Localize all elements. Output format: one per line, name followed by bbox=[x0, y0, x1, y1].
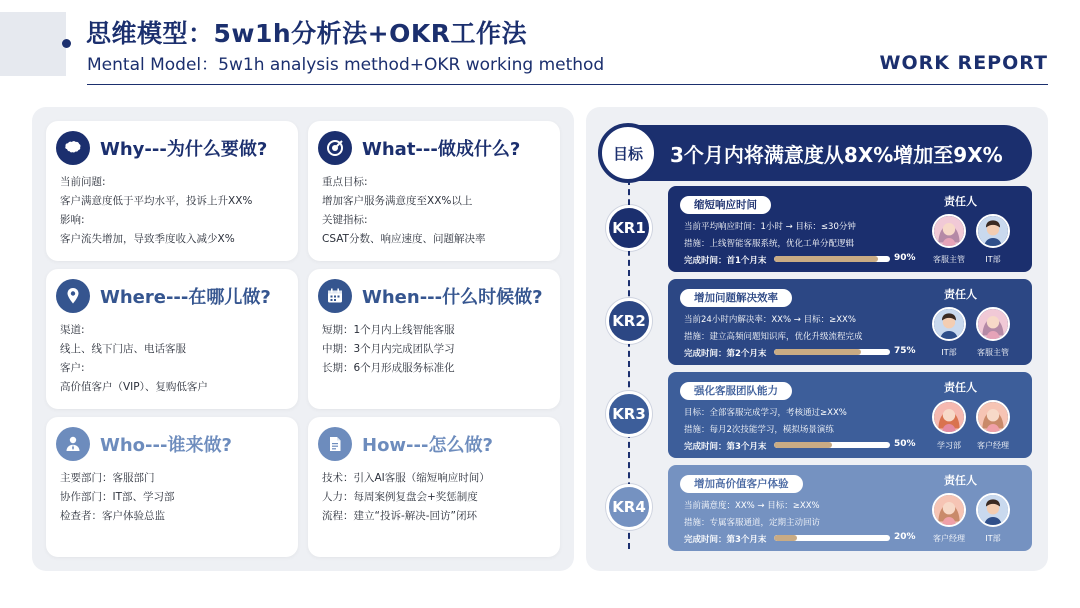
kr2-card bbox=[668, 279, 1032, 365]
kr4-progress-pct: 20% bbox=[894, 532, 916, 542]
card-how-line: 人力：每周案例复盘会+奖惩制度 bbox=[322, 491, 478, 503]
card-where-title: Where---在哪儿做? bbox=[100, 287, 271, 308]
header-bullet bbox=[62, 39, 71, 48]
kr4-measure: 措施：专属客服通道，定期主动回访 bbox=[684, 518, 821, 528]
kr2-owner-2: 客服主管 bbox=[977, 348, 1009, 357]
header-decor-block bbox=[0, 12, 66, 76]
kr4-progress-track bbox=[774, 535, 890, 541]
card-how bbox=[308, 417, 560, 557]
kr4-badge: KR4 bbox=[606, 484, 652, 530]
kr2-owner-label: 责任人 bbox=[944, 288, 977, 301]
card-why-line: 客户满意度低于平均水平，投诉上升XX% bbox=[60, 195, 253, 207]
goal-text: 3个月内将满意度从8X%增加至9X% bbox=[670, 142, 1003, 167]
kr2-badge: KR2 bbox=[606, 298, 652, 344]
kr1-owner-1: 客服主管 bbox=[933, 255, 965, 264]
avatar-female-icon bbox=[932, 214, 966, 248]
kr2-deadline: 完成时间：第2个月末 bbox=[684, 349, 767, 359]
header-divider bbox=[87, 84, 1048, 85]
card-where-line: 高价值客户（VIP）、复购低客户 bbox=[60, 381, 208, 393]
kr3-owner-1: 学习部 bbox=[937, 441, 961, 450]
card-where bbox=[46, 269, 298, 409]
card-where-line: 客户: bbox=[60, 362, 85, 374]
kr2-progress-track bbox=[774, 349, 890, 355]
kr1-progress-fill bbox=[774, 256, 878, 262]
card-what-line: CSAT分数、响应速度、问题解决率 bbox=[322, 233, 486, 245]
avatar-male-icon bbox=[976, 214, 1010, 248]
card-who bbox=[46, 417, 298, 557]
card-who-line: 协作部门：IT部、学习部 bbox=[60, 491, 175, 503]
card-why-line: 客户流失增加，导致季度收入减少X% bbox=[60, 233, 235, 245]
5w1h-panel bbox=[32, 107, 574, 571]
card-where-line: 线上、线下门店、电话客服 bbox=[60, 343, 186, 355]
people-icon bbox=[56, 427, 90, 461]
kr3-progress-fill bbox=[774, 442, 832, 448]
kr1-card bbox=[668, 186, 1032, 272]
kr4-owner-label: 责任人 bbox=[944, 474, 977, 487]
brain-icon bbox=[56, 131, 90, 165]
avatar-female-icon bbox=[932, 493, 966, 527]
kr2-measure: 措施：建立高频问题知识库，优化升级流程完成 bbox=[684, 332, 863, 342]
card-when-title: When---什么时候做? bbox=[362, 287, 543, 308]
kr2-title: 增加问题解决效率 bbox=[680, 289, 792, 307]
card-who-line: 检查者：客户体验总监 bbox=[60, 510, 165, 522]
kr3-card bbox=[668, 372, 1032, 458]
avatar-female-icon bbox=[932, 400, 966, 434]
kr3-progress-pct: 50% bbox=[894, 439, 916, 449]
kr1-title: 缩短响应时间 bbox=[680, 196, 771, 214]
card-who-line: 主要部门：客服部门 bbox=[60, 472, 155, 484]
card-when-line: 中期：3个月内完成团队学习 bbox=[322, 343, 455, 355]
kr4-title: 增加高价值客户体验 bbox=[680, 475, 803, 493]
kr4-owner-2: IT部 bbox=[985, 534, 1001, 543]
kr1-measure: 措施：上线智能客服系统，优化工单分配逻辑 bbox=[684, 239, 855, 249]
page-title: 思维模型：5w1h分析法+OKR工作法 bbox=[86, 19, 528, 48]
kr4-metric: 当前满意度：XX% → 目标：≥XX% bbox=[684, 501, 820, 511]
avatar-female-icon bbox=[976, 400, 1010, 434]
card-how-line: 技术：引入AI客服（缩短响应时间） bbox=[322, 472, 490, 484]
kr1-owner-2: IT部 bbox=[985, 255, 1001, 264]
card-where-line: 渠道: bbox=[60, 324, 85, 336]
card-why-line: 影响: bbox=[60, 214, 85, 226]
okr-panel bbox=[586, 107, 1048, 571]
avatar-male-icon bbox=[932, 307, 966, 341]
kr3-progress-track bbox=[774, 442, 890, 448]
card-when bbox=[308, 269, 560, 409]
kr3-title: 强化客服团队能力 bbox=[680, 382, 792, 400]
kr2-owner-1: IT部 bbox=[941, 348, 957, 357]
kr1-progress-pct: 90% bbox=[894, 253, 916, 263]
goal-banner bbox=[600, 125, 1032, 181]
kr1-deadline: 完成时间：首1个月末 bbox=[684, 256, 767, 266]
location-pin-icon bbox=[56, 279, 90, 313]
target-icon bbox=[318, 131, 352, 165]
kr4-card bbox=[668, 465, 1032, 551]
kr4-progress-fill bbox=[774, 535, 797, 541]
kr3-measure: 措施：每月2次技能学习，模拟场景演练 bbox=[684, 425, 834, 435]
card-what-line: 增加客户服务满意度至XX%以上 bbox=[322, 195, 473, 207]
avatar-male-icon bbox=[976, 493, 1010, 527]
kr2-progress-fill bbox=[774, 349, 861, 355]
kr3-badge: KR3 bbox=[606, 391, 652, 437]
page-subtitle: Mental Model：5w1h analysis method+OKR working method bbox=[87, 55, 605, 75]
kr3-owner-label: 责任人 bbox=[944, 381, 977, 394]
goal-badge: 目标 bbox=[598, 123, 658, 183]
kr1-owner-label: 责任人 bbox=[944, 195, 977, 208]
card-who-title: Who---谁来做? bbox=[100, 435, 232, 456]
card-when-line: 长期：6个月形成服务标准化 bbox=[322, 362, 455, 374]
document-icon bbox=[318, 427, 352, 461]
card-how-line: 流程：建立“投诉-解决-回访”闭环 bbox=[322, 510, 477, 522]
card-what-line: 重点目标: bbox=[322, 176, 368, 188]
work-report-label: WORK REPORT bbox=[879, 52, 1048, 74]
kr1-progress-track bbox=[774, 256, 890, 262]
card-when-line: 短期：1个月内上线智能客服 bbox=[322, 324, 455, 336]
kr3-owner-2: 客户经理 bbox=[977, 441, 1009, 450]
calendar-icon bbox=[318, 279, 352, 313]
kr2-metric: 当前24小时内解决率：XX% → 目标：≥XX% bbox=[684, 315, 856, 325]
card-what-title: What---做成什么? bbox=[362, 139, 521, 160]
avatar-female-icon bbox=[976, 307, 1010, 341]
kr3-metric: 目标：全部客服完成学习，考核通过≥XX% bbox=[684, 408, 847, 418]
card-why bbox=[46, 121, 298, 261]
kr4-owner-1: 客户经理 bbox=[933, 534, 965, 543]
card-how-title: How---怎么做? bbox=[362, 435, 493, 456]
kr1-metric: 当前平均响应时间：1小时 → 目标：≤30分钟 bbox=[684, 222, 856, 232]
kr3-deadline: 完成时间：第3个月末 bbox=[684, 442, 767, 452]
card-what-line: 关键指标: bbox=[322, 214, 368, 226]
kr1-badge: KR1 bbox=[606, 205, 652, 251]
card-why-line: 当前问题: bbox=[60, 176, 106, 188]
card-why-title: Why---为什么要做? bbox=[100, 139, 268, 160]
card-what bbox=[308, 121, 560, 261]
kr2-progress-pct: 75% bbox=[894, 346, 916, 356]
kr4-deadline: 完成时间：第3个月末 bbox=[684, 535, 767, 545]
